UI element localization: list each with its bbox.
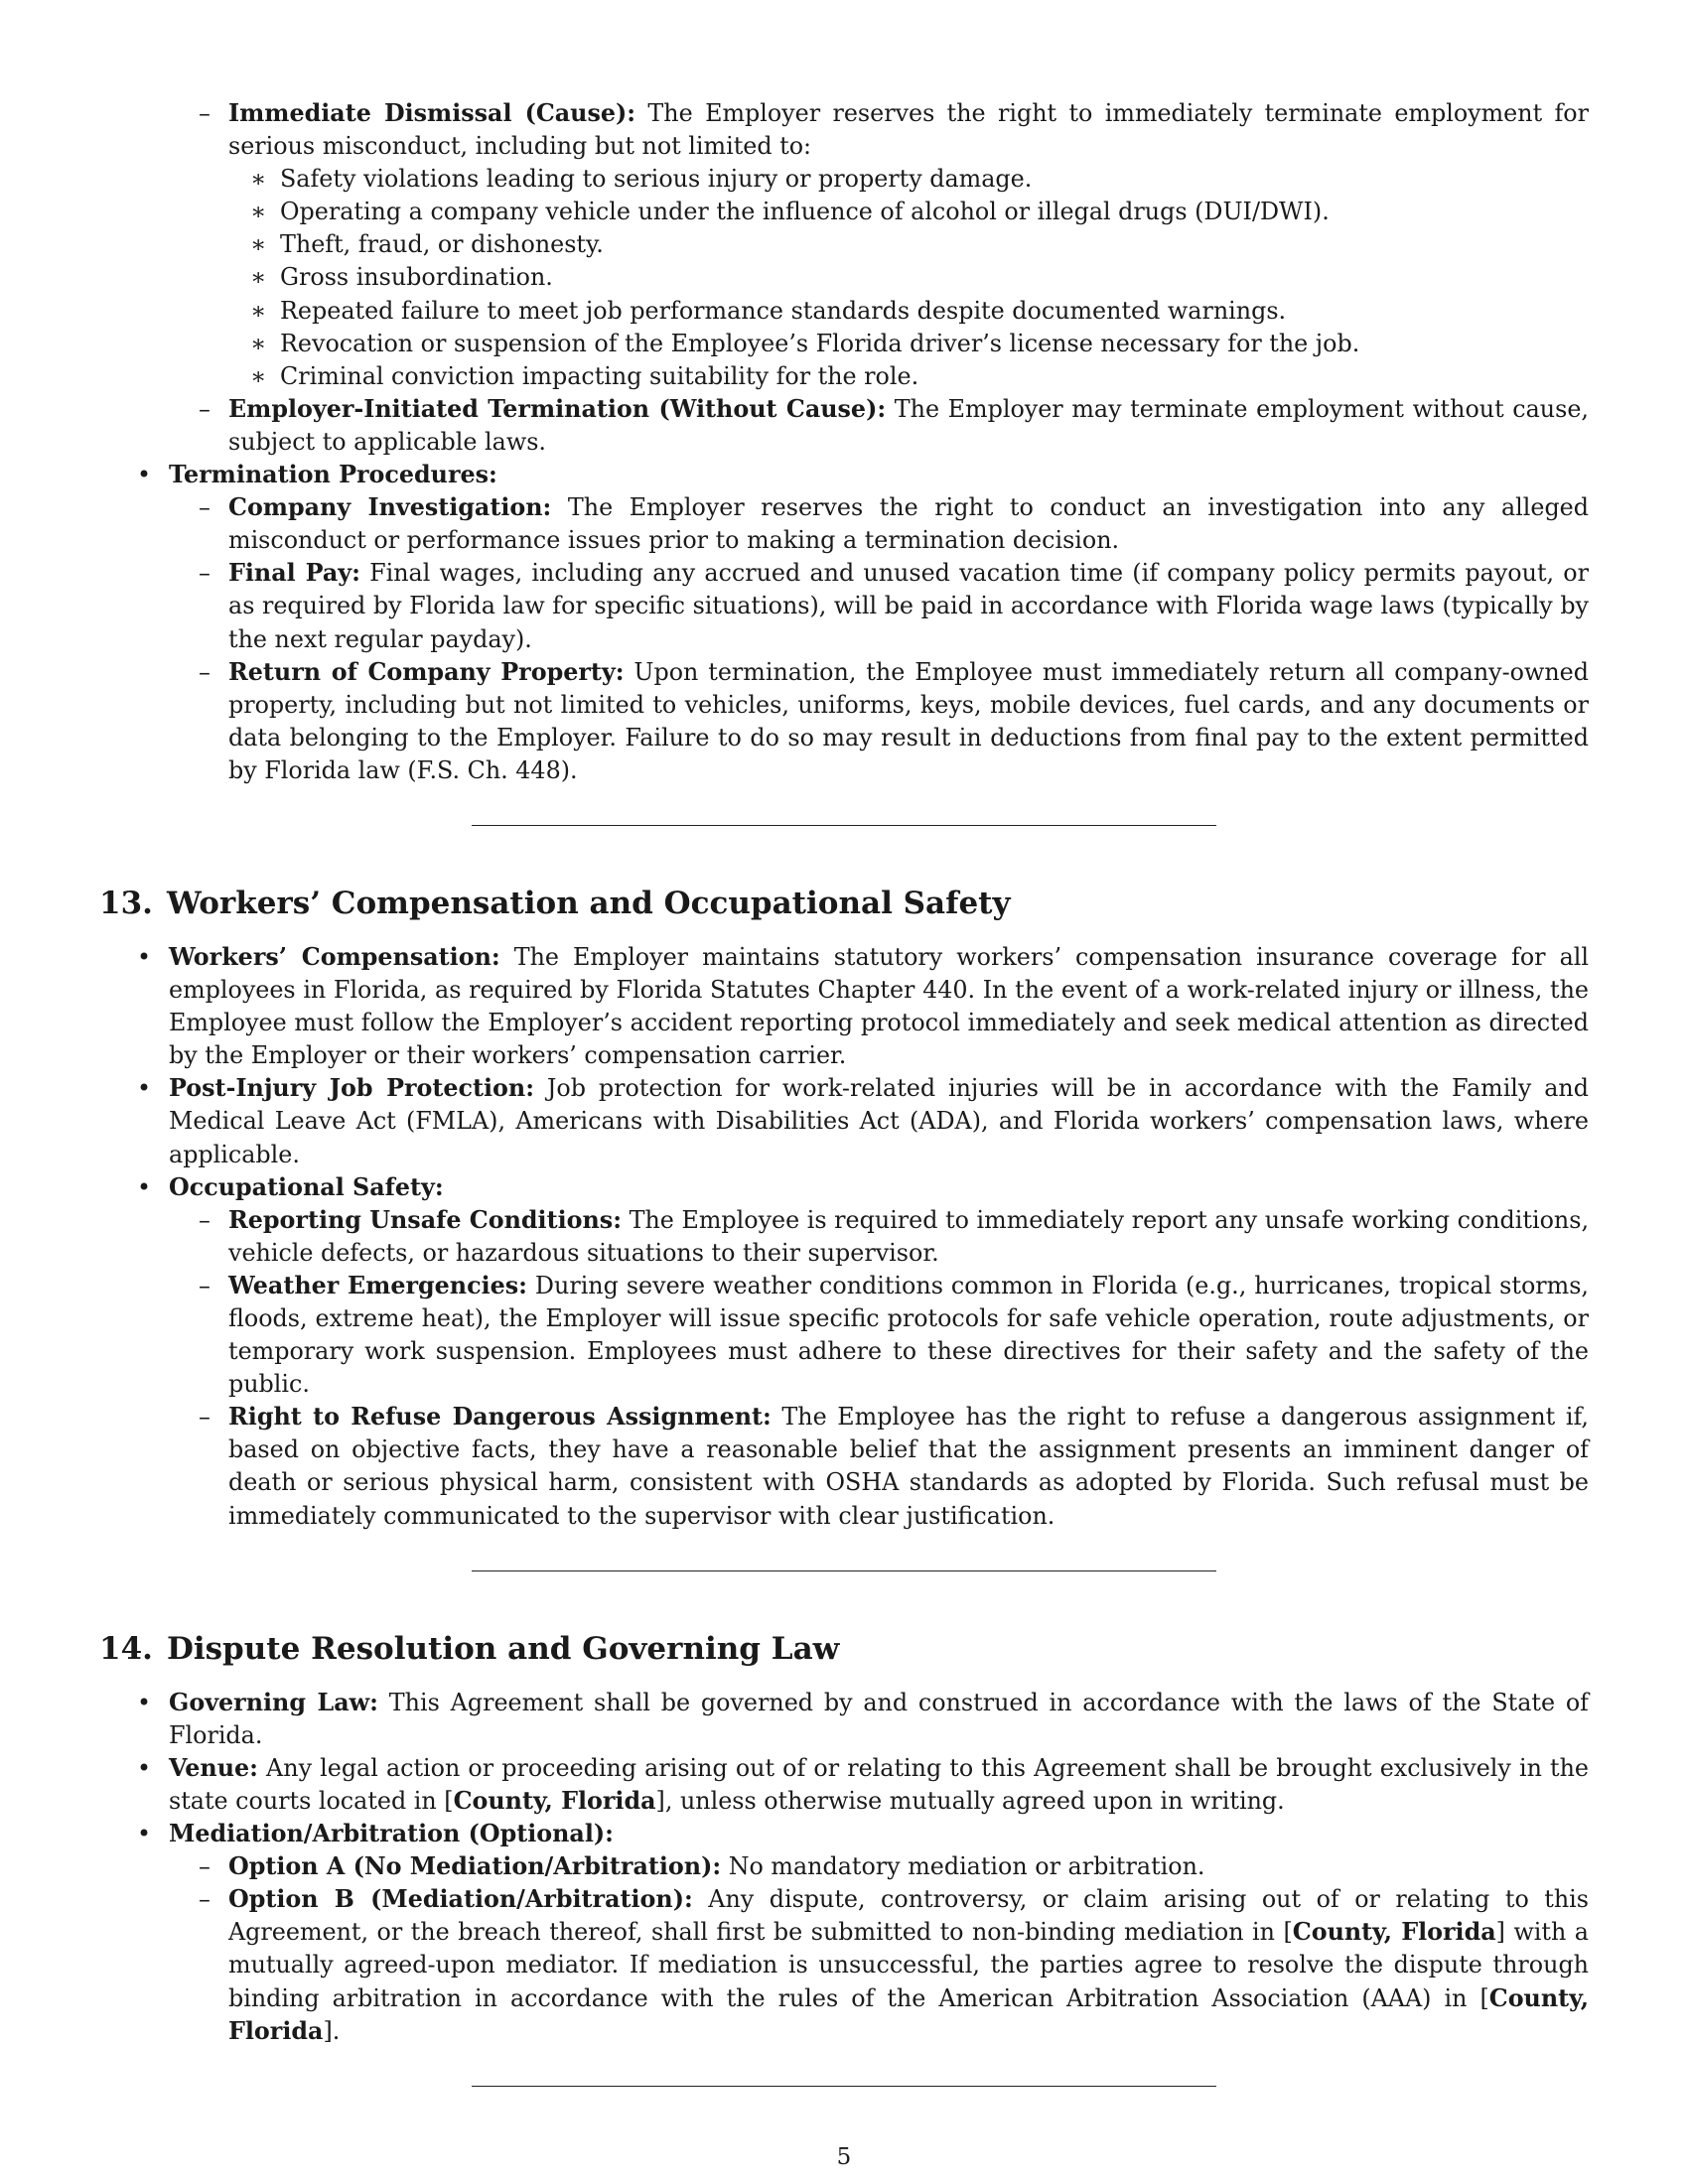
item-text: Any dispute, controversy, or claim arising out of or relating to this Agreement, or the breach thereof, shall first be submitted to non-binding mediation in [ (228, 1885, 1590, 1947)
option-a-item (99, 1850, 1589, 1883)
item-text: The Employee has the right to refuse a dangerous assignment if, based on objective facts, they have a reasonable belief that the assignment presents an imminent danger of death or serious physical harm, consistent with OSHA standards as adopted by Florida. Such refusal must be immediately communicated to the supervisor with clear justification. (228, 1403, 1589, 1530)
asterisk-marker: ∗ (250, 230, 267, 259)
item-text: The Employer reserves the right to conduct an investigation into any alleged misconduct or performance issues prior to making a termination decision. (228, 493, 1589, 555)
asterisk-marker: ∗ (250, 361, 267, 390)
refuse-assignment-item (99, 1401, 1589, 1532)
item-label: Venue: (169, 1753, 258, 1782)
list-item (99, 261, 1589, 294)
item-text: Any legal action or proceeding arising out of or relating to this Agreement shall be brought exclusively in the state courts located in [ (169, 1753, 1589, 1815)
document-page (99, 97, 1589, 2124)
item-label: Employer-Initiated Termination (Without Cause): (228, 394, 887, 423)
post-injury-item (99, 1072, 1589, 1170)
bullet-marker: • (137, 461, 152, 489)
section-number: 13. (99, 885, 153, 921)
item-text: Final wages, including any accrued and unused vacation time (if company policy permits payout, or as required by Florida law for specific situations), will be paid in accordance with Florida wage laws (typically by the next regular payday). (228, 559, 1589, 653)
placeholder-text: County, Florida (1292, 1918, 1496, 1947)
list-item (99, 295, 1589, 328)
asterisk-marker: ∗ (250, 263, 267, 292)
item-label: Post-Injury Job Protection: (169, 1074, 534, 1103)
dash-marker: – (199, 657, 211, 686)
list-item (99, 163, 1589, 196)
dash-marker: – (199, 559, 211, 588)
item-label: Company Investigation: (228, 493, 552, 522)
dash-marker: – (199, 1205, 211, 1234)
item-label: Final Pay: (228, 559, 360, 588)
without-cause-item (99, 393, 1589, 459)
dash-marker: – (199, 99, 211, 127)
termination-procedures-item (99, 459, 1589, 491)
list-item (99, 196, 1589, 228)
item-label: Termination Procedures: (169, 461, 497, 489)
section-number: 14. (99, 1630, 153, 1667)
section-title: Dispute Resolution and Governing Law (166, 1630, 840, 1667)
item-label: Weather Emergencies: (228, 1271, 527, 1299)
list-item-text: Theft, fraud, or dishonesty. (280, 230, 604, 259)
item-text: During severe weather conditions common in Florida (e.g., hurricanes, tropical storms, floods, extreme heat), the Employer will issue specific protocols for safe vehicle operation, route adjustments, or temporary work suspension. Employees must adhere to these directives for their safety and the safety of the public. (228, 1271, 1589, 1399)
item-label: Occupational Safety: (169, 1172, 444, 1201)
section-divider (472, 2086, 1216, 2087)
termination-continued (99, 97, 1589, 787)
immediate-dismissal-item (99, 97, 1589, 163)
item-label: Reporting Unsafe Conditions: (228, 1205, 622, 1234)
item-label: Option A (No Mediation/Arbitration): (228, 1852, 722, 1881)
governing-law-item (99, 1687, 1589, 1752)
item-text: Upon termination, the Employee must immediately return all company-owned property, including but not limited to vehicles, uniforms, keys, mobile devices, fuel cards, and any documents or data belonging to the Employer. Failure to do so may result in deductions from final pay to the extent permitted by Florida law (F.S. Ch. 448). (228, 657, 1589, 784)
list-item-text: Gross insubordination. (280, 263, 553, 292)
company-investigation-item (99, 491, 1589, 557)
section-title: Workers’ Compensation and Occupational Safety (166, 885, 1011, 921)
dash-marker: – (199, 1271, 211, 1299)
dash-marker: – (199, 1403, 211, 1432)
section-divider (472, 825, 1216, 826)
section-heading (99, 884, 1589, 923)
section-heading (99, 1629, 1589, 1669)
item-text: ] with a mutually agreed-upon mediator. If mediation is unsuccessful, the parties agree to resolve the dispute through binding arbitration in accordance with the rules of the American Arbitration Association (AAA) in [ (228, 1918, 1589, 2012)
item-label: Option B (Mediation/Arbitration): (228, 1885, 693, 1914)
item-label: Right to Refuse Dangerous Assignment: (228, 1403, 772, 1432)
list-item (99, 228, 1589, 261)
item-text: Job protection for work-related injuries will be in accordance with the Family and Medical Leave Act (FMLA), Americans with Disabilities Act (ADA), and Florida workers’ compensation laws, where applicable. (169, 1074, 1589, 1168)
section-14-body (99, 1687, 1589, 2048)
item-label: Return of Company Property: (228, 657, 625, 686)
weather-emergencies-item (99, 1270, 1589, 1401)
asterisk-marker: ∗ (250, 165, 267, 194)
dash-marker: – (199, 1852, 211, 1881)
item-label: Mediation/Arbitration (Optional): (169, 1820, 614, 1848)
return-property-item (99, 656, 1589, 787)
mediation-item (99, 1818, 1589, 1850)
placeholder-text: County, Florida (453, 1786, 656, 1815)
bullet-marker: • (137, 1688, 152, 1716)
list-item-text: Criminal conviction impacting suitability for the role. (280, 361, 919, 390)
item-text: The Employer may terminate employment without cause, subject to applicable laws. (228, 394, 1589, 456)
section-13-body (99, 941, 1589, 1533)
dash-marker: – (199, 394, 211, 423)
item-text: ], unless otherwise mutually agreed upon in writing. (655, 1786, 1285, 1815)
workers-comp-item (99, 941, 1589, 1072)
placeholder-text: County, Florida (228, 1983, 1589, 2045)
item-text: The Employer reserves the right to immediately terminate employment for serious misconduct, including but not limited to: (228, 99, 1590, 161)
bullet-marker: • (137, 1753, 152, 1782)
item-label: Immediate Dismissal (Cause): (228, 99, 636, 127)
bullet-marker: • (137, 942, 152, 971)
list-item-text: Safety violations leading to serious injury or property damage. (280, 165, 1033, 194)
list-item-text: Operating a company vehicle under the influence of alcohol or illegal drugs (DUI/DWI). (280, 198, 1330, 226)
item-text: No mandatory mediation or arbitration. (721, 1852, 1205, 1881)
final-pay-item (99, 557, 1589, 655)
list-item (99, 328, 1589, 360)
option-b-item (99, 1883, 1589, 2047)
bullet-marker: • (137, 1820, 152, 1848)
dash-marker: – (199, 1885, 211, 1914)
list-item (99, 360, 1589, 393)
list-item-text: Revocation or suspension of the Employee’s Florida driver’s license necessary for the job. (280, 329, 1360, 357)
unsafe-conditions-item (99, 1204, 1589, 1270)
item-text: The Employer maintains statutory workers’ compensation insurance coverage for all employees in Florida, as required by Florida Statutes Chapter 440. In the event of a work-related injury or illness, the Employee must follow the Employer’s accident reporting protocol immediately and seek medical attention as directed by the Employer or their workers’ compensation carrier. (169, 942, 1590, 1070)
occupational-safety-item (99, 1171, 1589, 1204)
dash-marker: – (199, 493, 211, 522)
venue-item (99, 1752, 1589, 1818)
item-text: ]. (323, 2016, 341, 2045)
bullet-marker: • (137, 1074, 152, 1103)
section-divider (472, 1570, 1216, 1571)
item-text: This Agreement shall be governed by and construed in accordance with the laws of the State of Florida. (169, 1688, 1589, 1749)
item-label: Workers’ Compensation: (169, 942, 500, 971)
asterisk-marker: ∗ (250, 329, 267, 357)
list-item-text: Repeated failure to meet job performance standards despite documented warnings. (280, 296, 1287, 325)
item-label: Governing Law: (169, 1688, 378, 1716)
bullet-marker: • (137, 1172, 152, 1201)
page-number: 5 (836, 2144, 852, 2170)
asterisk-marker: ∗ (250, 198, 267, 226)
asterisk-marker: ∗ (250, 296, 267, 325)
item-text: The Employee is required to immediately report any unsafe working conditions, vehicle defects, or hazardous situations to their supervisor. (228, 1205, 1590, 1267)
